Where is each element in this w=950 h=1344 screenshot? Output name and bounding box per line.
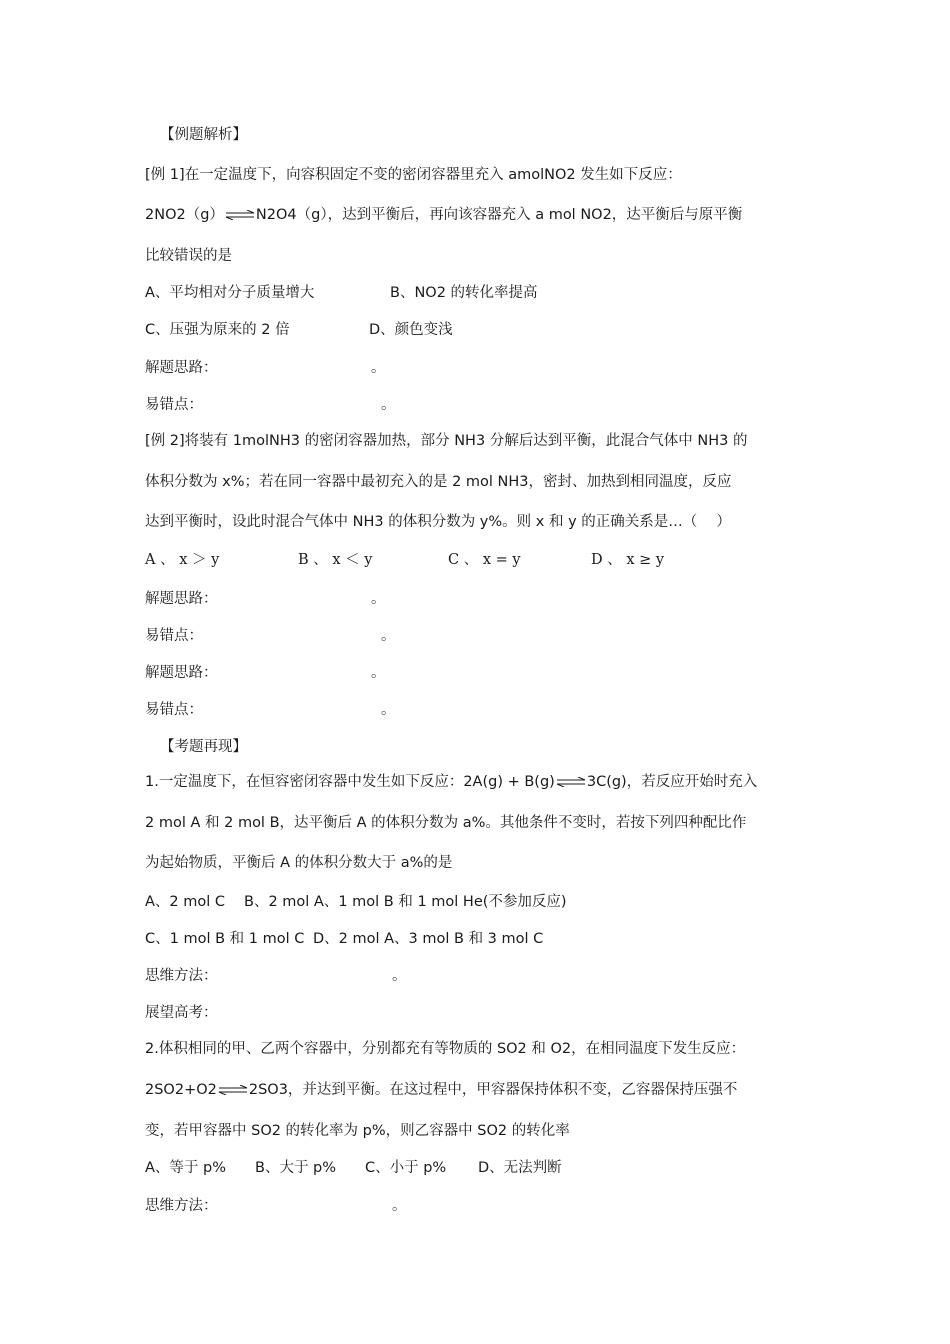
ex1-thinking-end: 。 [371,360,386,376]
ex1-line2-rhs: N2O4（g），达到平衡后，再向该容器充入 a mol NO2，达平衡后与原平衡 [255,207,743,223]
equilibrium-arrow-icon [218,1085,248,1095]
equilibrium-arrow-icon [556,777,586,787]
q2-option-a: A、等于 p% [145,1160,227,1176]
ex2-option-b: B 、 x ＜ y [298,552,373,568]
ex2-option-a: A 、 x ＞ y [145,552,220,568]
ex2-thinking-end-1: 。 [371,591,386,607]
ex2-options [145,550,665,570]
q1-option-c: C、1 mol B 和 1 mol C [145,931,305,947]
ex2-error-end-2: 。 [381,702,396,718]
q2-line2-rhs: 2SO3，并达到平衡。在这过程中，甲容器保持体积不变，乙容器保持压强不 [248,1082,738,1098]
ex2-option-d: D 、 x ≥ y [591,552,665,568]
ex2-error-end-1: 。 [381,628,396,644]
ex1-line2-lhs: 2NO2（g） [145,207,224,223]
q2-line1: 2.体积相同的甲、乙两个容器中，分别都充有等物质的 SO2 和 O2，在相同温度下发生反应： [145,1041,746,1057]
ex2-option-c: C 、 x = y [448,552,521,568]
q1-method-end: 。 [392,968,407,984]
ex2-error-label-2: 易错点： [145,702,203,718]
q2-option-b: B、大于 p% [255,1160,337,1176]
q2-options [145,1158,562,1178]
ex2-error-row-2 [145,700,396,720]
ex1-option-a: A、平均相对分子质量增大 [145,285,315,301]
section-title-example-analysis: 【例题解析】 [160,127,247,143]
ex1-thinking-row [145,358,386,378]
q2-line2 [145,1080,737,1100]
ex2-thinking-row-2 [145,663,386,683]
q1-line3: 为起始物质，平衡后 A 的体积分数大于 a%的是 [145,855,453,871]
ex2-error-row-1 [145,626,396,646]
ex1-thinking-label: 解题思路： [145,360,218,376]
equilibrium-arrow-icon [225,210,255,220]
q1-option-d: D、2 mol A、3 mol B 和 3 mol C [313,931,544,947]
ex2-thinking-end-2: 。 [371,665,386,681]
ex1-option-c: C、压强为原来的 2 倍 [145,322,290,338]
ex1-error-end: 。 [381,397,396,413]
ex2-error-label-1: 易错点： [145,628,203,644]
q2-line2-lhs: 2SO2+O2 [145,1082,217,1098]
q1-options-cd [145,929,544,949]
q2-option-c: C、小于 p% [365,1160,447,1176]
ex1-line1: [例 1]在一定温度下，向容积固定不变的密闭容器里充入 amolNO2 发生如下反应： [145,167,682,183]
ex2-thinking-label-2: 解题思路： [145,665,218,681]
ex1-options-ab [145,283,538,303]
q1-method-label: 思维方法： [145,968,218,984]
q1-line1 [145,772,757,792]
ex1-error-row [145,395,396,415]
q1-options-ab [145,892,567,912]
ex1-option-d: D、颜色变浅 [369,322,453,338]
q2-line3: 变，若甲容器中 SO2 的转化率为 p%，则乙容器中 SO2 的转化率 [145,1123,570,1139]
ex2-line1: [例 2]将装有 1molNH3 的密闭容器加热，部分 NH3 分解后达到平衡，此混合气体中 NH3 的 [145,433,748,449]
ex1-line2 [145,205,742,225]
ex1-line3: 比较错误的是 [145,248,232,264]
q1-option-b: B、2 mol A、1 mol B 和 1 mol He(不参加反应) [244,894,567,910]
ex2-line3: 达到平衡时，设此时混合气体中 NH3 的体积分数为 y%。则 x 和 y 的正确关系是…（ ） [145,514,731,530]
ex1-error-label: 易错点： [145,397,203,413]
section-title-exam-review: 【考题再现】 [160,739,247,755]
q2-option-d: D、无法判断 [478,1160,562,1176]
q2-method-row [145,1196,407,1216]
q1-line1-rhs: 3C(g)，若反应开始时充入 [586,774,758,790]
q2-method-label: 思维方法： [145,1198,218,1214]
q1-line1-lhs: 1.一定温度下，在恒容密闭容器中发生如下反应：2A(g) + B(g) [145,774,555,790]
ex2-line2: 体积分数为 x%；若在同一容器中最初充入的是 2 mol NH3，密封、加热到相同温度，反应 [145,474,732,490]
q1-line2: 2 mol A 和 2 mol B，达平衡后 A 的体积分数为 a%。其他条件不变时，若按下列四种配比作 [145,815,747,831]
ex2-thinking-row-1 [145,589,386,609]
q2-method-end: 。 [392,1198,407,1214]
q1-option-a: A、2 mol C [145,894,226,910]
ex1-options-cd [145,320,453,340]
q1-outlook-label: 展望高考： [145,1005,218,1021]
ex2-thinking-label-1: 解题思路： [145,591,218,607]
ex1-option-b: B、NO2 的转化率提高 [390,285,538,301]
q1-method-row [145,966,407,986]
